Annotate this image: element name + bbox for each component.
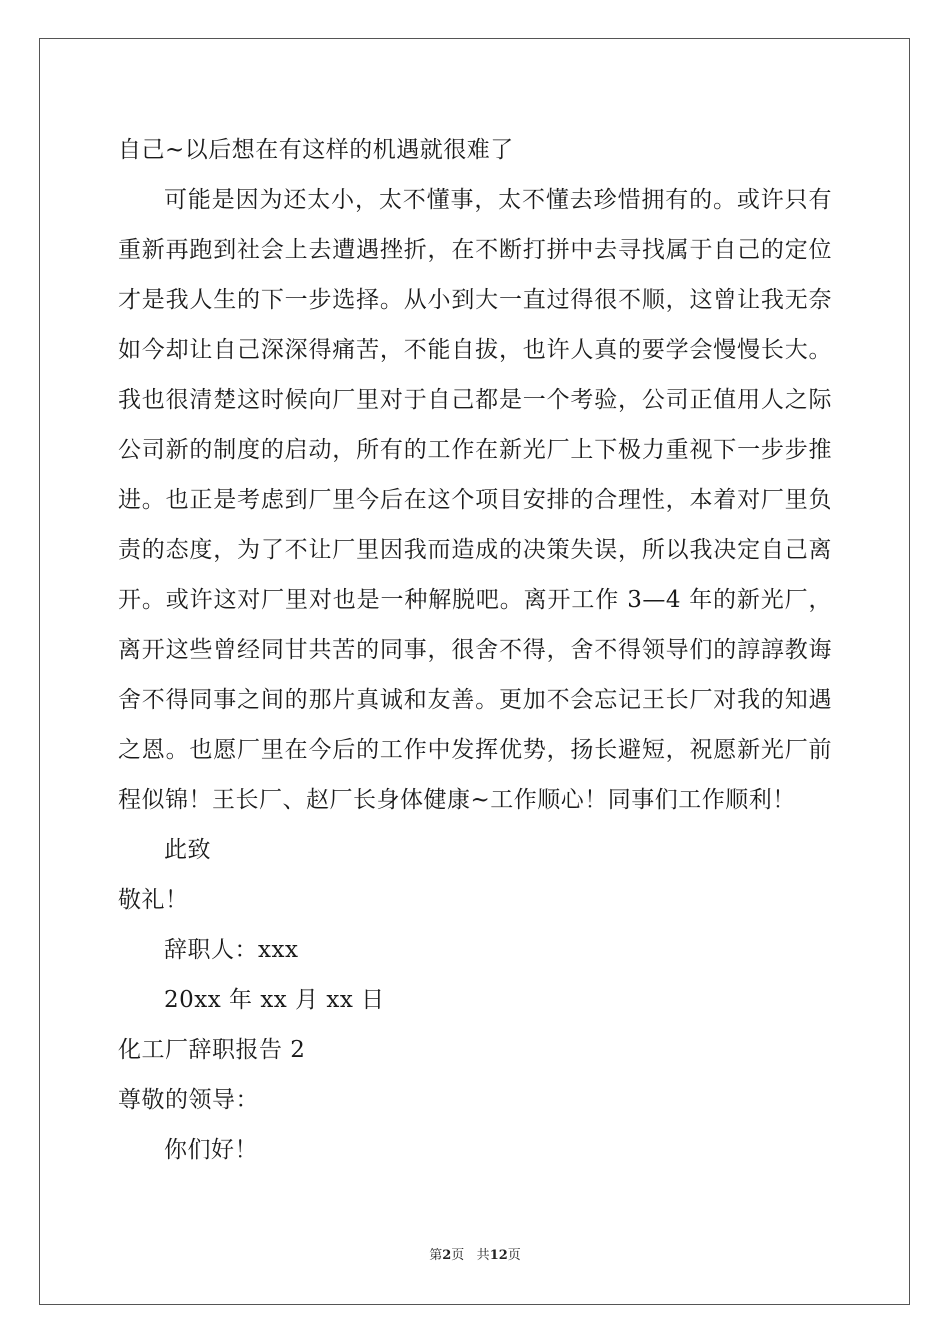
- body-line: 进。也正是考虑到厂里今后在这个项目安排的合理性，本着对厂里负: [118, 487, 832, 513]
- addressee-text: 尊敬的领导：: [118, 1087, 259, 1113]
- body-line: 责的态度，为了不让厂里因我而造成的决策失误，所以我决定自己离: [118, 537, 832, 563]
- page-number: 2: [442, 1248, 452, 1263]
- body-line: 才是我人生的下一步选择。从小到大一直过得很不顺，这曾让我无奈: [118, 287, 832, 313]
- page-label-suffix: 页: [451, 1248, 465, 1263]
- body-line: 重新再跑到社会上去遭遇挫折，在不断打拼中去寻找属于自己的定位: [118, 237, 832, 263]
- total-label-prefix: 共: [476, 1248, 490, 1263]
- body-line: 如今却让自己深深得痛苦，不能自拔，也许人真的要学会慢慢长大。: [118, 337, 832, 363]
- body-line: 程似锦！王长厂、赵厂长身体健康~工作顺心！同事们工作顺利！: [118, 787, 796, 813]
- body-line: 公司新的制度的启动，所有的工作在新光厂上下极力重视下一步步推: [118, 437, 832, 463]
- signer-text: 辞职人：xxx: [164, 937, 299, 963]
- total-label-suffix: 页: [507, 1248, 521, 1263]
- total-pages: 12: [489, 1248, 508, 1263]
- body-line: 舍不得同事之间的那片真诚和友善。更加不会忘记王长厂对我的知遇: [118, 687, 832, 713]
- body-line: 之恩。也愿厂里在今后的工作中发挥优势，扬长避短，祝愿新光厂前: [118, 737, 832, 763]
- section-title: 化工厂辞职报告 2: [118, 1037, 306, 1063]
- greeting-text: 你们好！: [164, 1137, 258, 1163]
- body-line: 离开这些曾经同甘共苦的同事，很舍不得，舍不得领导们的諄諄教诲: [118, 637, 832, 663]
- page-label-prefix: 第: [429, 1248, 443, 1263]
- page-footer: [0, 1247, 950, 1265]
- date-text: 20xx 年 xx 月 xx 日: [164, 987, 385, 1013]
- body-line: 自己~以后想在有这样的机遇就很难了: [118, 137, 514, 163]
- body-line: 我也很清楚这时候向厂里对于自己都是一个考验，公司正值用人之际: [118, 387, 832, 413]
- body-line: 开。或许这对厂里对也是一种解脱吧。离开工作 3—4 年的新光厂，: [118, 587, 832, 613]
- body-line: 可能是因为还太小，太不懂事，太不懂去珍惜拥有的。或许只有: [164, 187, 832, 213]
- salute-text: 敬礼！: [118, 887, 189, 913]
- closing-text: 此致: [164, 837, 211, 863]
